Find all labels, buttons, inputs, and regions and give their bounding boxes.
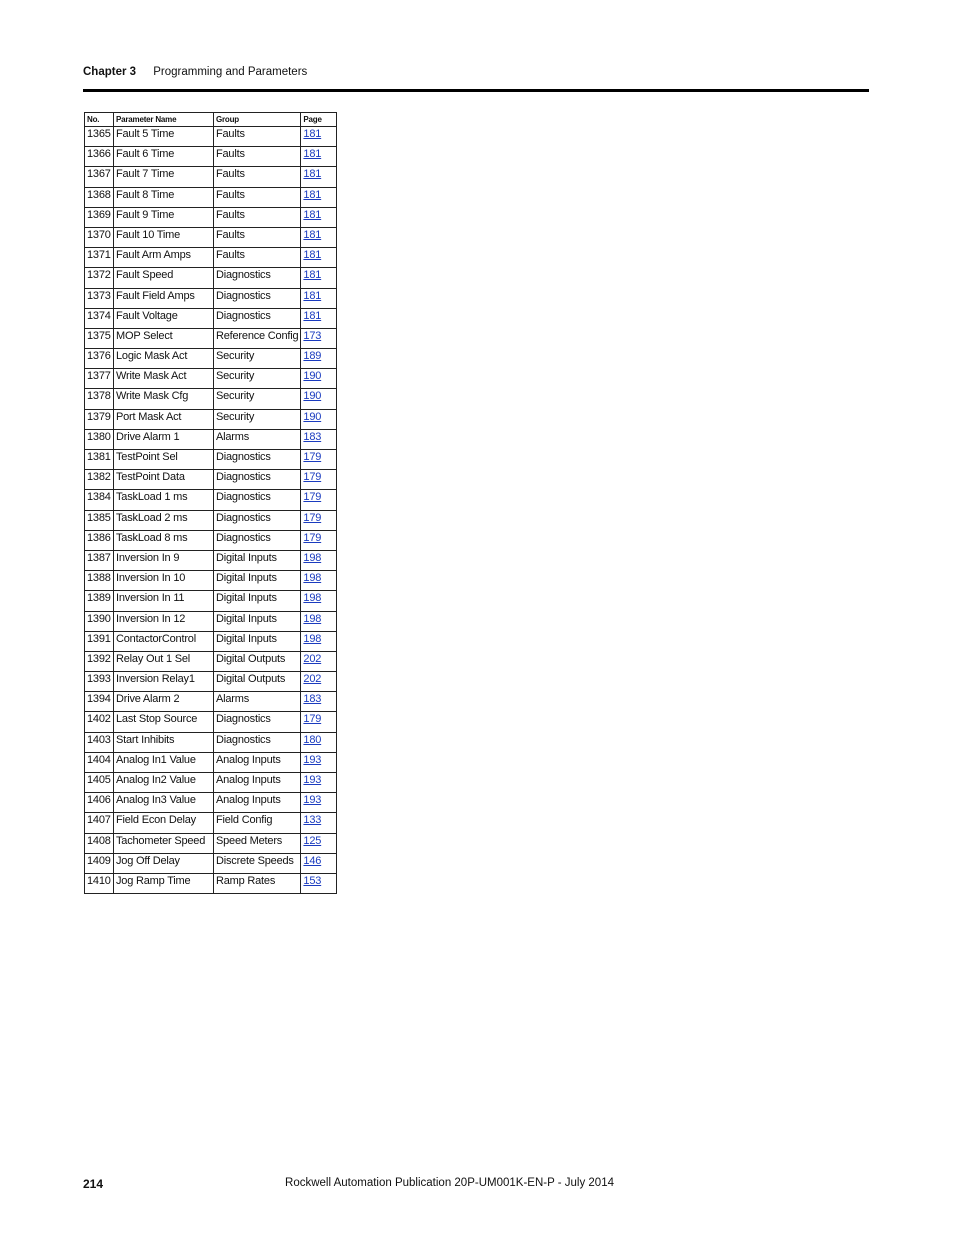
table-row — [85, 793, 337, 813]
param-page-cell — [301, 227, 337, 247]
param-group: Alarms — [214, 429, 301, 449]
param-page-cell — [301, 470, 337, 490]
param-name: Start Inhibits — [114, 732, 214, 752]
param-page-link[interactable]: 179 — [303, 491, 322, 504]
table-row — [85, 672, 337, 692]
table-row — [85, 429, 337, 449]
param-page-link[interactable]: 181 — [303, 228, 322, 241]
param-name: Jog Ramp Time — [114, 873, 214, 893]
param-page-cell — [301, 773, 337, 793]
param-group: Faults — [214, 207, 301, 227]
param-name: TaskLoad 8 ms — [114, 530, 214, 550]
param-number: 1366 — [85, 147, 114, 167]
param-name: Analog In2 Value — [114, 773, 214, 793]
param-group: Digital Outputs — [214, 672, 301, 692]
param-group: Diagnostics — [214, 490, 301, 510]
param-number: 1385 — [85, 510, 114, 530]
param-page-link[interactable]: 190 — [303, 390, 322, 403]
param-name: Analog In3 Value — [114, 793, 214, 813]
param-page-link[interactable]: 183 — [303, 693, 322, 706]
table-row — [85, 409, 337, 429]
param-name: Tachometer Speed — [114, 833, 214, 853]
param-name: Fault 10 Time — [114, 227, 214, 247]
param-page-link[interactable]: 133 — [303, 814, 322, 827]
param-number: 1404 — [85, 752, 114, 772]
param-number: 1380 — [85, 429, 114, 449]
table-row — [85, 369, 337, 389]
param-group: Field Config — [214, 813, 301, 833]
param-page-link[interactable]: 198 — [303, 632, 322, 645]
param-page-link[interactable]: 181 — [303, 309, 322, 322]
param-number: 1387 — [85, 550, 114, 570]
param-group: Security — [214, 409, 301, 429]
param-name: TaskLoad 1 ms — [114, 490, 214, 510]
param-page-cell — [301, 450, 337, 470]
param-page-cell — [301, 510, 337, 530]
param-number: 1378 — [85, 389, 114, 409]
param-page-cell — [301, 873, 337, 893]
table-row — [85, 873, 337, 893]
param-number: 1389 — [85, 591, 114, 611]
param-group: Diagnostics — [214, 288, 301, 308]
param-page-cell — [301, 672, 337, 692]
param-page-cell — [301, 167, 337, 187]
param-group: Security — [214, 389, 301, 409]
param-name: Fault 5 Time — [114, 127, 214, 147]
param-page-link[interactable]: 179 — [303, 713, 322, 726]
param-group: Analog Inputs — [214, 773, 301, 793]
param-page-link[interactable]: 179 — [303, 451, 322, 463]
running-header — [83, 66, 307, 78]
table-row — [85, 571, 337, 591]
param-group: Diagnostics — [214, 732, 301, 752]
table-row — [85, 490, 337, 510]
table-row — [85, 833, 337, 853]
param-group: Security — [214, 369, 301, 389]
param-group: Diagnostics — [214, 268, 301, 288]
param-number: 1369 — [85, 207, 114, 227]
param-page-cell — [301, 853, 337, 873]
param-page-link[interactable]: 193 — [303, 774, 322, 786]
param-page-cell — [301, 268, 337, 288]
param-number: 1391 — [85, 631, 114, 651]
table-row — [85, 227, 337, 247]
table-row — [85, 127, 337, 147]
param-page-cell — [301, 248, 337, 268]
table-row — [85, 773, 337, 793]
param-name: TaskLoad 2 ms — [114, 510, 214, 530]
column-header-group: Group — [214, 113, 301, 127]
param-group: Faults — [214, 227, 301, 247]
param-number: 1388 — [85, 571, 114, 591]
param-number: 1393 — [85, 672, 114, 692]
param-page-cell — [301, 389, 337, 409]
param-name: Fault 6 Time — [114, 147, 214, 167]
param-name: Fault Speed — [114, 268, 214, 288]
table-row — [85, 450, 337, 470]
param-group: Ramp Rates — [214, 873, 301, 893]
param-group: Faults — [214, 147, 301, 167]
param-number: 1392 — [85, 651, 114, 671]
table-row — [85, 308, 337, 328]
param-name: Fault Arm Amps — [114, 248, 214, 268]
param-page-link[interactable]: 181 — [303, 148, 322, 161]
parameter-table — [84, 112, 337, 894]
table-row — [85, 611, 337, 631]
param-page-cell — [301, 692, 337, 712]
param-number: 1368 — [85, 187, 114, 207]
param-page-cell — [301, 288, 337, 308]
table-row — [85, 268, 337, 288]
param-group: Faults — [214, 167, 301, 187]
table-row — [85, 631, 337, 651]
param-name: Relay Out 1 Sel — [114, 651, 214, 671]
param-number: 1377 — [85, 369, 114, 389]
param-page-link[interactable]: 181 — [303, 208, 322, 221]
param-group: Faults — [214, 187, 301, 207]
param-group: Diagnostics — [214, 308, 301, 328]
param-page-link[interactable]: 181 — [303, 269, 322, 282]
param-page-cell — [301, 611, 337, 631]
param-name: Inversion In 12 — [114, 611, 214, 631]
param-group: Digital Inputs — [214, 631, 301, 651]
param-page-link[interactable]: 198 — [303, 612, 322, 625]
column-header-no: No. — [85, 113, 114, 127]
param-page-link[interactable]: 198 — [303, 551, 322, 564]
param-page-cell — [301, 712, 337, 732]
param-number: 1371 — [85, 248, 114, 268]
table-row — [85, 510, 337, 530]
param-number: 1376 — [85, 349, 114, 369]
param-number: 1384 — [85, 490, 114, 510]
param-group: Faults — [214, 127, 301, 147]
param-number: 1409 — [85, 853, 114, 873]
param-page-link[interactable]: 181 — [303, 168, 322, 181]
chapter-label: Chapter 3 — [83, 66, 137, 78]
param-number: 1367 — [85, 167, 114, 187]
param-number: 1382 — [85, 470, 114, 490]
param-page-cell — [301, 813, 337, 833]
param-number: 1394 — [85, 692, 114, 712]
param-page-cell — [301, 591, 337, 611]
param-name: Inversion Relay1 — [114, 672, 214, 692]
param-page-link[interactable]: 190 — [303, 410, 322, 423]
param-page-link[interactable]: 173 — [303, 329, 322, 342]
table-row — [85, 167, 337, 187]
param-page-link[interactable]: 181 — [303, 128, 322, 140]
param-name: Inversion In 11 — [114, 591, 214, 611]
param-number: 1410 — [85, 873, 114, 893]
column-header-page: Page — [301, 113, 337, 127]
table-row — [85, 349, 337, 369]
param-name: Drive Alarm 1 — [114, 429, 214, 449]
param-group: Security — [214, 349, 301, 369]
param-page-cell — [301, 793, 337, 813]
param-group: Digital Outputs — [214, 651, 301, 671]
param-group: Diagnostics — [214, 470, 301, 490]
param-page-cell — [301, 732, 337, 752]
param-group: Digital Inputs — [214, 571, 301, 591]
param-number: 1406 — [85, 793, 114, 813]
param-name: Inversion In 10 — [114, 571, 214, 591]
param-page-link[interactable]: 179 — [303, 531, 322, 544]
param-page-cell — [301, 187, 337, 207]
param-page-link[interactable]: 179 — [303, 471, 322, 484]
param-number: 1407 — [85, 813, 114, 833]
table-row — [85, 813, 337, 833]
param-name: Last Stop Source — [114, 712, 214, 732]
table-row — [85, 248, 337, 268]
param-group: Discrete Speeds — [214, 853, 301, 873]
param-number: 1374 — [85, 308, 114, 328]
param-group: Analog Inputs — [214, 752, 301, 772]
param-name: Port Mask Act — [114, 409, 214, 429]
param-page-cell — [301, 631, 337, 651]
param-group: Speed Meters — [214, 833, 301, 853]
table-row — [85, 470, 337, 490]
param-page-cell — [301, 571, 337, 591]
param-page-cell — [301, 127, 337, 147]
param-group: Digital Inputs — [214, 611, 301, 631]
param-name: Fault Voltage — [114, 308, 214, 328]
param-number: 1403 — [85, 732, 114, 752]
table-row — [85, 752, 337, 772]
param-page-cell — [301, 530, 337, 550]
param-name: Drive Alarm 2 — [114, 692, 214, 712]
param-name: Fault 8 Time — [114, 187, 214, 207]
param-name: TestPoint Sel — [114, 450, 214, 470]
param-number: 1381 — [85, 450, 114, 470]
param-group: Diagnostics — [214, 510, 301, 530]
header-rule — [83, 89, 869, 92]
param-number: 1386 — [85, 530, 114, 550]
param-page-cell — [301, 369, 337, 389]
param-number: 1372 — [85, 268, 114, 288]
param-name: Write Mask Cfg — [114, 389, 214, 409]
param-page-cell — [301, 349, 337, 369]
param-name: Inversion In 9 — [114, 550, 214, 570]
param-name: MOP Select — [114, 328, 214, 348]
param-name: Field Econ Delay — [114, 813, 214, 833]
param-page-cell — [301, 328, 337, 348]
param-page-cell — [301, 207, 337, 227]
param-group: Digital Inputs — [214, 591, 301, 611]
param-page-link[interactable]: 153 — [303, 874, 322, 887]
param-page-cell — [301, 490, 337, 510]
param-number: 1405 — [85, 773, 114, 793]
table-row — [85, 853, 337, 873]
param-name: Write Mask Act — [114, 369, 214, 389]
param-page-link[interactable]: 193 — [303, 753, 322, 766]
table-row — [85, 207, 337, 227]
param-name: Fault Field Amps — [114, 288, 214, 308]
param-page-link[interactable]: 198 — [303, 592, 322, 605]
param-page-cell — [301, 550, 337, 570]
param-group: Analog Inputs — [214, 793, 301, 813]
table-body — [85, 127, 337, 894]
table-row — [85, 147, 337, 167]
param-page-link[interactable]: 179 — [303, 511, 322, 524]
param-page-link[interactable]: 202 — [303, 652, 322, 665]
table-header-row — [85, 113, 337, 127]
publication-info: Rockwell Automation Publication 20P-UM001K-EN-P - July 2014 — [285, 1177, 614, 1189]
table-row — [85, 692, 337, 712]
param-name: Analog In1 Value — [114, 752, 214, 772]
param-number: 1370 — [85, 227, 114, 247]
param-page-cell — [301, 429, 337, 449]
param-number: 1408 — [85, 833, 114, 853]
param-page-link[interactable]: 181 — [303, 188, 322, 201]
table-row — [85, 530, 337, 550]
param-page-cell — [301, 833, 337, 853]
param-group: Faults — [214, 248, 301, 268]
table-row — [85, 732, 337, 752]
param-page-link[interactable]: 183 — [303, 430, 322, 443]
param-page-link[interactable]: 180 — [303, 733, 322, 746]
param-name: ContactorControl — [114, 631, 214, 651]
param-name: Fault 9 Time — [114, 207, 214, 227]
param-page-link[interactable]: 181 — [303, 249, 322, 262]
param-number: 1402 — [85, 712, 114, 732]
param-name: Jog Off Delay — [114, 853, 214, 873]
table-row — [85, 328, 337, 348]
param-group: Digital Inputs — [214, 550, 301, 570]
param-page-link[interactable]: 193 — [303, 794, 322, 807]
param-group: Reference Config — [214, 328, 301, 348]
param-page-link[interactable]: 146 — [303, 854, 322, 867]
param-page-cell — [301, 651, 337, 671]
param-number: 1375 — [85, 328, 114, 348]
table-row — [85, 187, 337, 207]
table-row — [85, 651, 337, 671]
param-group: Diagnostics — [214, 712, 301, 732]
param-page-link[interactable]: 190 — [303, 370, 322, 383]
table-row — [85, 389, 337, 409]
param-page-link[interactable]: 189 — [303, 350, 322, 363]
table-row — [85, 591, 337, 611]
param-page-cell — [301, 308, 337, 328]
param-name: Fault 7 Time — [114, 167, 214, 187]
param-name: Logic Mask Act — [114, 349, 214, 369]
table-row — [85, 550, 337, 570]
param-number: 1373 — [85, 288, 114, 308]
param-page-link[interactable]: 198 — [303, 572, 322, 585]
param-page-link[interactable]: 202 — [303, 673, 322, 686]
chapter-title: Programming and Parameters — [153, 66, 308, 78]
param-number: 1390 — [85, 611, 114, 631]
param-page-cell — [301, 752, 337, 772]
param-name: TestPoint Data — [114, 470, 214, 490]
param-group: Diagnostics — [214, 530, 301, 550]
param-page-link[interactable]: 181 — [303, 289, 322, 302]
param-group: Diagnostics — [214, 450, 301, 470]
column-header-parameter-name: Parameter Name — [114, 113, 214, 127]
table-row — [85, 712, 337, 732]
param-page-link[interactable]: 125 — [303, 834, 322, 847]
page-number: 214 — [83, 1177, 104, 1191]
param-number: 1379 — [85, 409, 114, 429]
table-row — [85, 288, 337, 308]
param-page-cell — [301, 409, 337, 429]
param-group: Alarms — [214, 692, 301, 712]
param-number: 1365 — [85, 127, 114, 147]
param-page-cell — [301, 147, 337, 167]
